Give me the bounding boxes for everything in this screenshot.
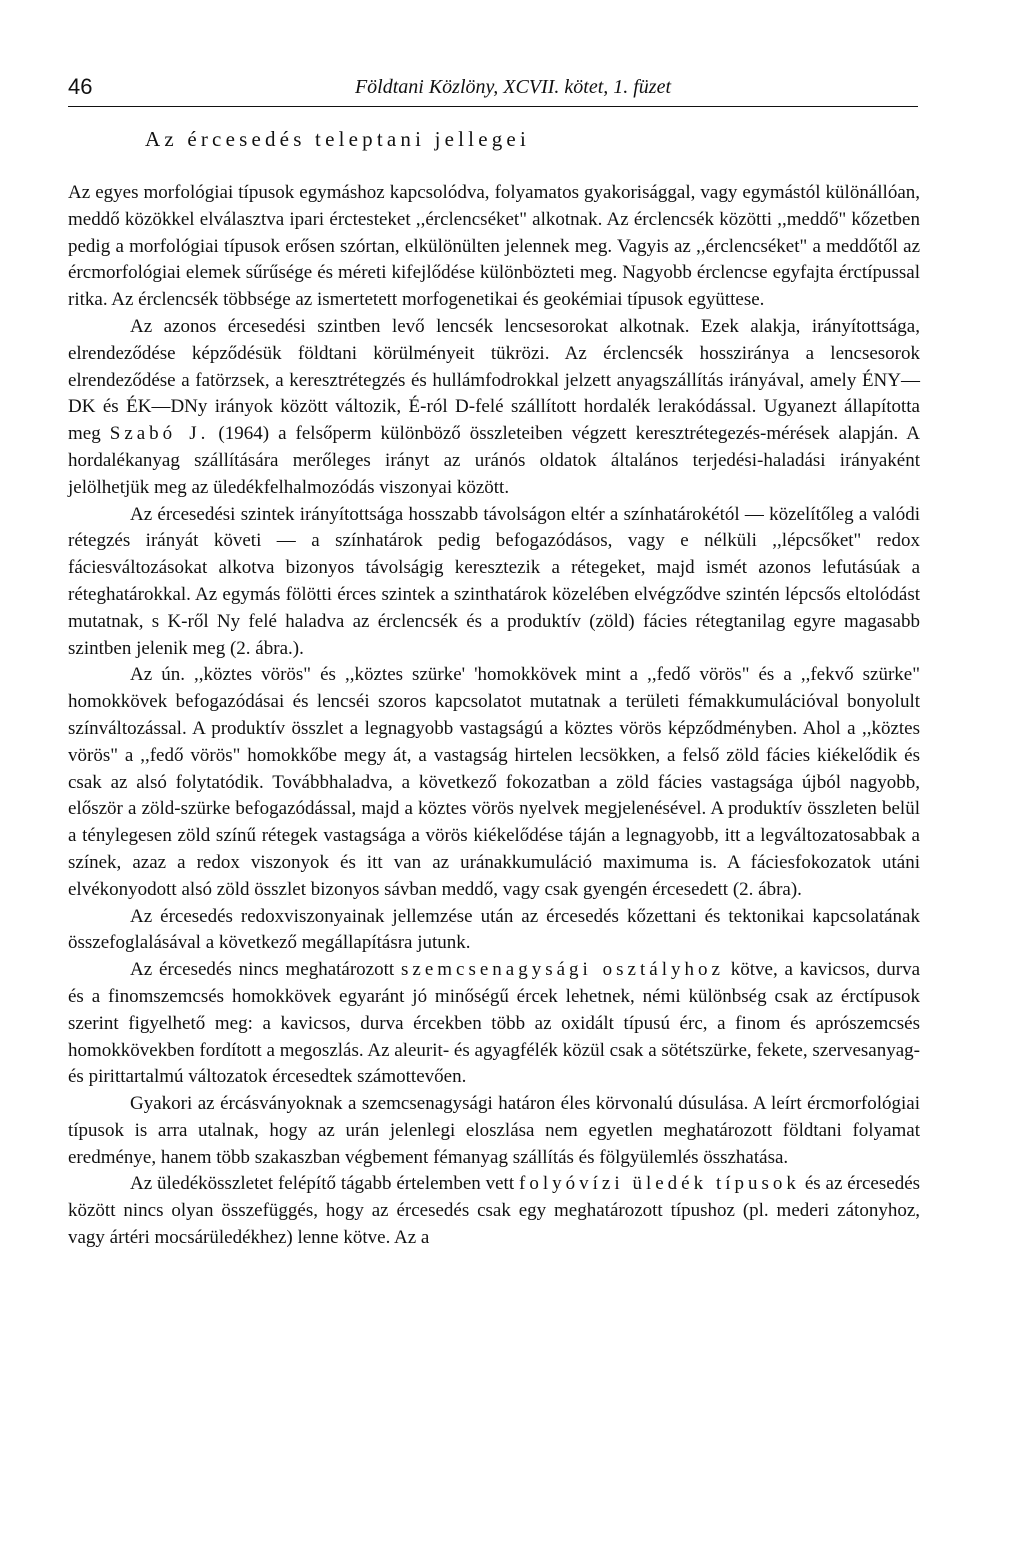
- running-head: Földtani Közlöny, XCVII. kötet, 1. füzet: [354, 76, 672, 98]
- paragraph: Az ércesedés redoxviszonyainak jellemzése után az ércesedés kőzettani és tektonikai kapcsolatának összefoglalásával a következő megállapításra jutunk.: [68, 905, 920, 954]
- body-text: [68, 180, 920, 1252]
- author-name: Szabó J.: [109, 423, 210, 445]
- paragraph: Az ércesedés nincs meghatározott szemcsenagysági osztályhoz kötve, a kavicsos, durva és a finomszemcsés homokkövek egyaránt jó minőségű ércek lehetnek, némi különbség csak az érctípusok szerint figyelhető meg: a kavicsos, durva ércekben több az oxidált típusú érc, a finom és aprószemcsés homokkövekben fordított a megoszlás. Az aleurit- és agyagfélék közül csak a sötétszürke, fekete, szervesanyag- és pirittartalmú változatok ércesedtek számottevően.: [68, 959, 921, 1088]
- paragraph: Az üledékösszletet felépítő tágabb értelemben vett folyóvízi üledék típusok és az ércesedés között nincs olyan összefüggés, hogy az ércesedés csak egy meghatározott típushoz (pl. mederi zátonyhoz, vagy ártéri mocsárüledékhez) lenne kötve. Az a: [68, 1173, 921, 1249]
- paragraph: Az ércesedési szintek irányítottsága hosszabb távolságon eltér a színhatárokétól — közelítőleg a valódi rétegzés irányát követi — a színhatárok pedig befogazódásos, vagy e nélküli ,,lépcsőket" redox fáciesváltozásokat alkotva bizonyos távolságig keresztezik a rétegeket, majd ismét azonos lefutásúak a réteghatárokkal. Az egymás fölötti érces szintek a szinthatárok közelében elvégződve szintén lépcsős eltolódást mutatnak, s K-ről Ny felé haladva az érclencsék és a produktív (zöld) fácies rétegtanilag egyre magasabb szintben jelenik meg (2. ábra.).: [68, 503, 920, 659]
- page-number: 46: [68, 74, 93, 99]
- paragraph: Az egyes morfológiai típusok egymáshoz kapcsolódva, folyamatos gyakorisággal, vagy egymástól különállóan, meddő közökkel elválasztva ipari érctesteket ,,érclencséket" alkotnak. Az érclencsék közötti ,,meddő" kőzetben pedig a morfológiai típusok erősen szórtan, elkülönülten jelennek meg. Vagyis az ,,érclencséket" a meddőtől az ércmorfológiai elemek sűrűsége és méreti kifejlődése különbözteti meg. Nagyobb érclencse egyfajta érctípussal ritka. Az érclencsék többsége az ismertetett morfogenetikai és geokémiai típusok együttese.: [68, 182, 920, 311]
- paragraph: Az ún. ,,köztes vörös" és ,,köztes szürke' 'homokkövek mint a ,,fedő vörös" és a ,,fekvő szürke" homokkövek befogazódásai és lencséi szoros kapcsolatot mutatnak a területi fémakkumulációval bonyolult színváltozással. A produktív összlet a legnagyobb vastagságú a köztes vörös képződményben. Ahol a ,,köztes vörös" a ,,fedő vörös" homokkőbe megy át, a vastagság hirtelen lecsökken, a felső zöld fácies kiékelődik és csak az alsó folytatódik. Továbbhaladva, a következő fokozatban a zöld fácies vastagsága újból nagyobb, először a zöld-szürke befogazódással, majd a köztes vörös nyelvek megjelenésével. A produktív összleten belül a ténylegesen zöld színű rétegek vastagsága a vörös kiékelődése táján a legnagyobb, itt a legváltozatosabbak a színek, azaz a redox viszonyok és itt van az uránakkumuláció maximuma is. A fáciesfokozatok utáni elvékonyodott alsó zöld összlet bizonyos sávban meddő, vagy csak gyengén ércesedett (2. ábra).: [68, 664, 920, 900]
- page-header: [68, 72, 918, 107]
- paragraph: Gyakori az ércásványoknak a szemcsenagysági határon éles körvonalú dúsulása. A leírt ércmorfológiai típusok is arra utalnak, hogy az urán jelenlegi eloszlása nem egyetlen meghatározott földtani folyamat eredménye, hanem több szakaszban végbement fémanyag szállítás és fölgyülemlés összhatása.: [68, 1093, 920, 1168]
- section-title: Az ércesedés teleptani jellegei: [145, 127, 530, 151]
- emphasized-term: szemcsenagysági osztályhoz: [401, 959, 724, 981]
- paragraph: Az azonos ércesedési szintben levő lencsék lencsesorokat alkotnak. Ezek alakja, irányítottsága, elrendeződése képződésük földtani körülményeit tükrözi. Az érclencsék hossziránya a lencsesorok elrendeződése a fatörzsek, a keresztrétegzés és hullámfodrokkal jelzett anyagszállítás irányával, amely ÉNY—DK és ÉK—DNy irányok között változik, É-ról D-felé szállított hordalék lerakódással. Ugyanezt állapította meg Szabó J. (1964) a felsőperm különböző összleteiben végzett keresztrétegezés-mérések alapján. A hordalékanyag szállítására merőleges irányt az uránós oldatok általános terjedési-haladási irányaként jelölhetjük meg az üledékfelhalmozódás viszonyai között.: [68, 315, 920, 498]
- emphasized-term: folyóvízi üledék típusok: [519, 1173, 800, 1195]
